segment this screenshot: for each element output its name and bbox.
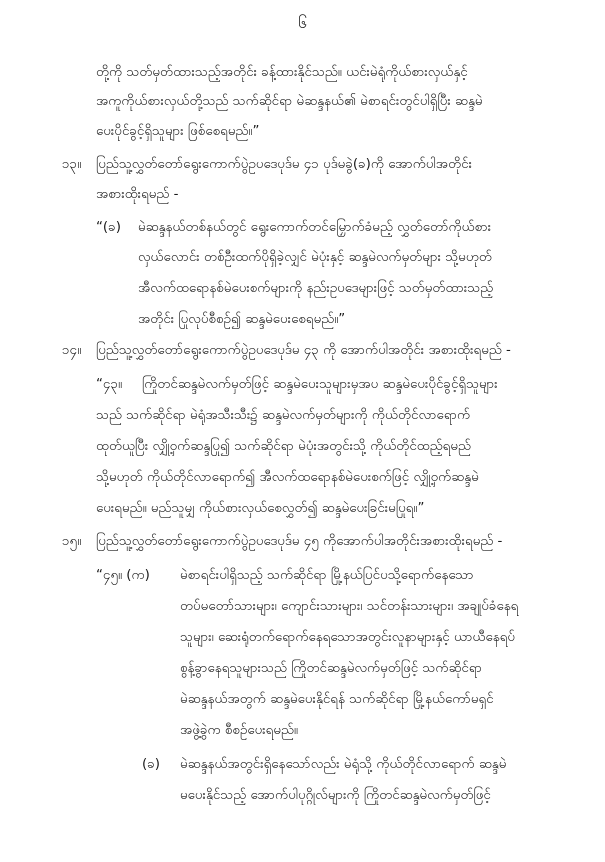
text-line: ကြိုတင်ဆန္ဒမဲလက်မှတ်ဖြင့် ဆန္ဒမဲပေးသူများမှအပ ဆန္ဒမဲပေးပိုင်ခွင့်ရှိသူများ	[142, 377, 498, 392]
text-line: သူများ၊ ဆေးရုံတက်ရောက်နေရသောအတွင်းလူနာများနှင့် ယာယီနေရပ်	[180, 630, 516, 645]
text-line: ထုတ်ယူပြီး လျှို့ဝှက်ဆန္ဒပြု၍ သက်ဆိုင်ရာ မဲပုံးအတွင်းသို့ ကိုယ်တိုင်ထည့်ရမည်	[96, 439, 471, 454]
text-line: ပြည်သူ့လွှတ်တော်ရွေးကောက်ပွဲဥပဒေပုဒ်မ ၄၃ ကို အောက်ပါအတိုင်း အစားထိုးရမည် -	[96, 343, 511, 358]
clause-label: “၄၃။	[96, 377, 123, 392]
text-line: တပ်မတော်သားများ၊ ကျောင်းသားများ၊ သင်တန်းသားများ၊ အချုပ်ခံနေရ	[180, 599, 519, 614]
text-line: မပေးနိုင်သည့် အောက်ပါပုဂ္ဂိုလ်များကို ကြိုတင်ဆန္ဒမဲလက်မှတ်ဖြင့်	[180, 788, 491, 803]
section-number: ၁၄။	[62, 343, 82, 358]
text-line: ပြည်သူ့လွှတ်တော်ရွေးကောက်ပွဲဥပဒေပုဒ်မ ၄၁ ပုဒ်မခွဲ(ခ)ကို အောက်ပါအတိုင်း	[96, 157, 472, 172]
text-line: စွန့်ခွာနေရသူများသည် ကြိုတင်ဆန္ဒမဲလက်မှတ်ဖြင့် သက်ဆိုင်ရာ	[180, 661, 483, 676]
text-line: အီလက်ထရောနစ်မဲပေးစက်များကို နည်းဥပဒေများဖြင့် သတ်မှတ်ထားသည့်	[138, 281, 494, 296]
section-number: ၁၅။	[62, 534, 82, 549]
text-line: မဲဆန္ဒနယ်အတွင်းရှိနေသော်လည်း မဲရုံသို့ ကိုယ်တိုင်လာရောက် ဆန္ဒမဲ	[180, 757, 507, 772]
clause-label: (ခ)	[142, 757, 160, 772]
text-line: မဲစာရင်းပါရှိသည့် သက်ဆိုင်ရာ မြို့နယ်ပြင်ပသို့ရောက်နေသော	[180, 568, 474, 583]
text-line: မဲဆန္ဒနယ်အတွက် ဆန္ဒမဲပေးနိုင်ရန် သက်ဆိုင်ရာ မြို့နယ်ကော်မရှင်	[180, 692, 494, 707]
section-number: ၁၃။	[62, 157, 82, 172]
text-line: တို့ကို သတ်မှတ်ထားသည့်အတိုင်း ခန့်ထားနိုင်သည်။ ယင်းမဲရုံကိုယ်စားလှယ်နှင့်	[96, 65, 468, 80]
text-line: သည် သက်ဆိုင်ရာ မဲရုံအသီးသီး၌ ဆန္ဒမဲလက်မှတ်များကို ကိုယ်တိုင်လာရောက်	[96, 408, 471, 423]
clause-label: “(ခ)	[96, 220, 121, 235]
text-line: ပေးရမည်။ မည်သူမျှ ကိုယ်စားလှယ်စေလွှတ်၍ ဆန္ဒမဲပေးခြင်းမပြုရ။”	[96, 501, 425, 516]
text-line: ပေးပိုင်ခွင့်ရှိသူများ ဖြစ်စေရမည်။”	[96, 124, 260, 139]
text-line: သို့မဟုတ် ကိုယ်တိုင်လာရောက်၍ အီလက်ထရောနစ်မဲပေးစက်ဖြင့် လျှို့ဝှက်ဆန္ဒမဲ	[96, 470, 479, 485]
text-line: လှယ်လောင်း တစ်ဦးထက်ပိုရှိခဲ့လျှင် မဲပုံးနှင့် ဆန္ဒမဲလက်မှတ်များ သို့မဟုတ်	[138, 250, 492, 265]
page-number: ၆	[298, 13, 307, 32]
text-line: အဖွဲ့ခွဲက စီစဉ်ပေးရမည်။	[180, 723, 298, 738]
text-line: အကူကိုယ်စားလှယ်တို့သည် သက်ဆိုင်ရာ မဲဆန္ဒနယ်၏ မဲစာရင်းတွင်ပါရှိပြီး ဆန္ဒမဲ	[96, 94, 483, 109]
text-line: ပြည်သူ့လွှတ်တော်ရွေးကောက်ပွဲဥပဒေပုဒ်မ ၄၅ ကိုအောက်ပါအတိုင်းအစားထိုးရမည် -	[96, 534, 503, 549]
text-line: အစားထိုးရမည် -	[96, 187, 179, 202]
text-line: မဲဆန္ဒနယ်တစ်နယ်တွင် ရွေးကောက်တင်မြှောက်ခံမည့် လွှတ်တော်ကိုယ်စား	[138, 220, 492, 235]
clause-label: “၄၅။ (က)	[96, 568, 150, 583]
text-line: အတိုင်း ပြုလုပ်စီစဉ်၍ ဆန္ဒမဲပေးစေရမည်။”	[138, 312, 346, 327]
